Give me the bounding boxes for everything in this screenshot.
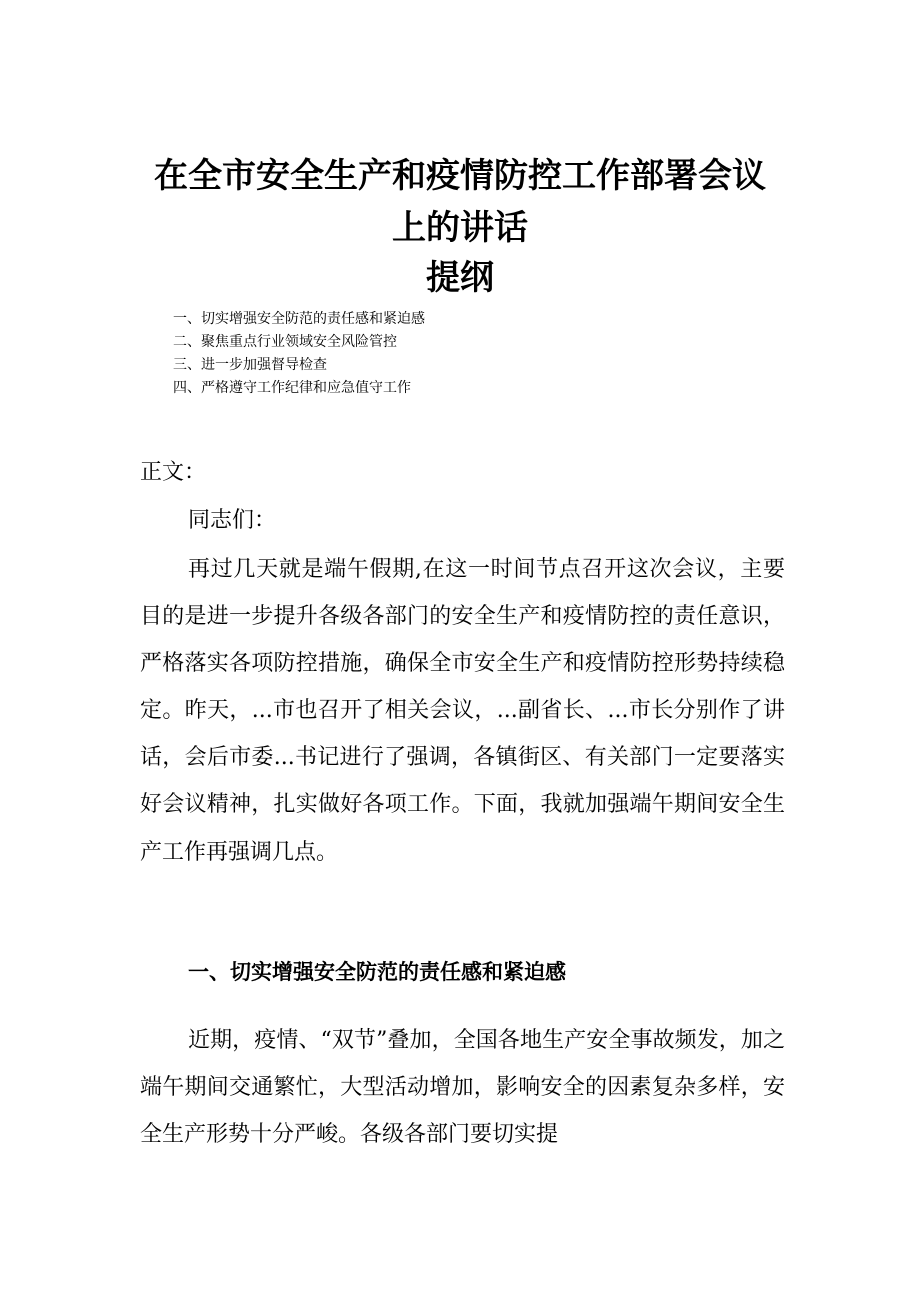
section-heading-1: 一、切实增强安全防范的责任感和紧迫感 (188, 960, 566, 984)
outline-heading: 提纲 (426, 258, 494, 298)
greeting: 同志们： (188, 508, 277, 533)
document-title-line-2: 上的讲话 (392, 208, 528, 248)
outline-item: 三、进一步加强督导检查 (173, 357, 327, 373)
outline-list (173, 308, 773, 400)
outline-item: 一、切实增强安全防范的责任感和紧迫感 (173, 311, 425, 327)
paragraph-section-1: 近期，疫情、“双节”叠加，全国各地生产安全事故频发，加之端午期间交通繁忙，大型活动增加，影响安全的因素复杂多样，安全生产形势十分严峻。各级各部门要切实提 (140, 1028, 785, 1148)
paragraph-opening: 再过几天就是端午假期,在这一时间节点召开这次会议，主要目的是进一步提升各级各部门的安全生产和疫情防控的责任意识，严格落实各项防控措施，确保全市安全生产和疫情防控形势持续稳定。昨天，...市也召开了相关会议，...副省长、...市长分别作了讲话，会后市委...书记进行了强调，各镇街区、有关部门一定要落实好会议精神，扎实做好各项工作。下面，我就加强端午期间安全生产工作再强调几点。 (140, 557, 785, 865)
outline-item: 二、聚焦重点行业领域安全风险管控 (173, 334, 397, 350)
outline-item: 四、严格遵守工作纪律和应急值守工作 (173, 380, 411, 396)
document-title-line-1: 在全市安全生产和疫情防控工作部署会议 (154, 156, 766, 196)
body-label: 正文： (140, 460, 207, 485)
